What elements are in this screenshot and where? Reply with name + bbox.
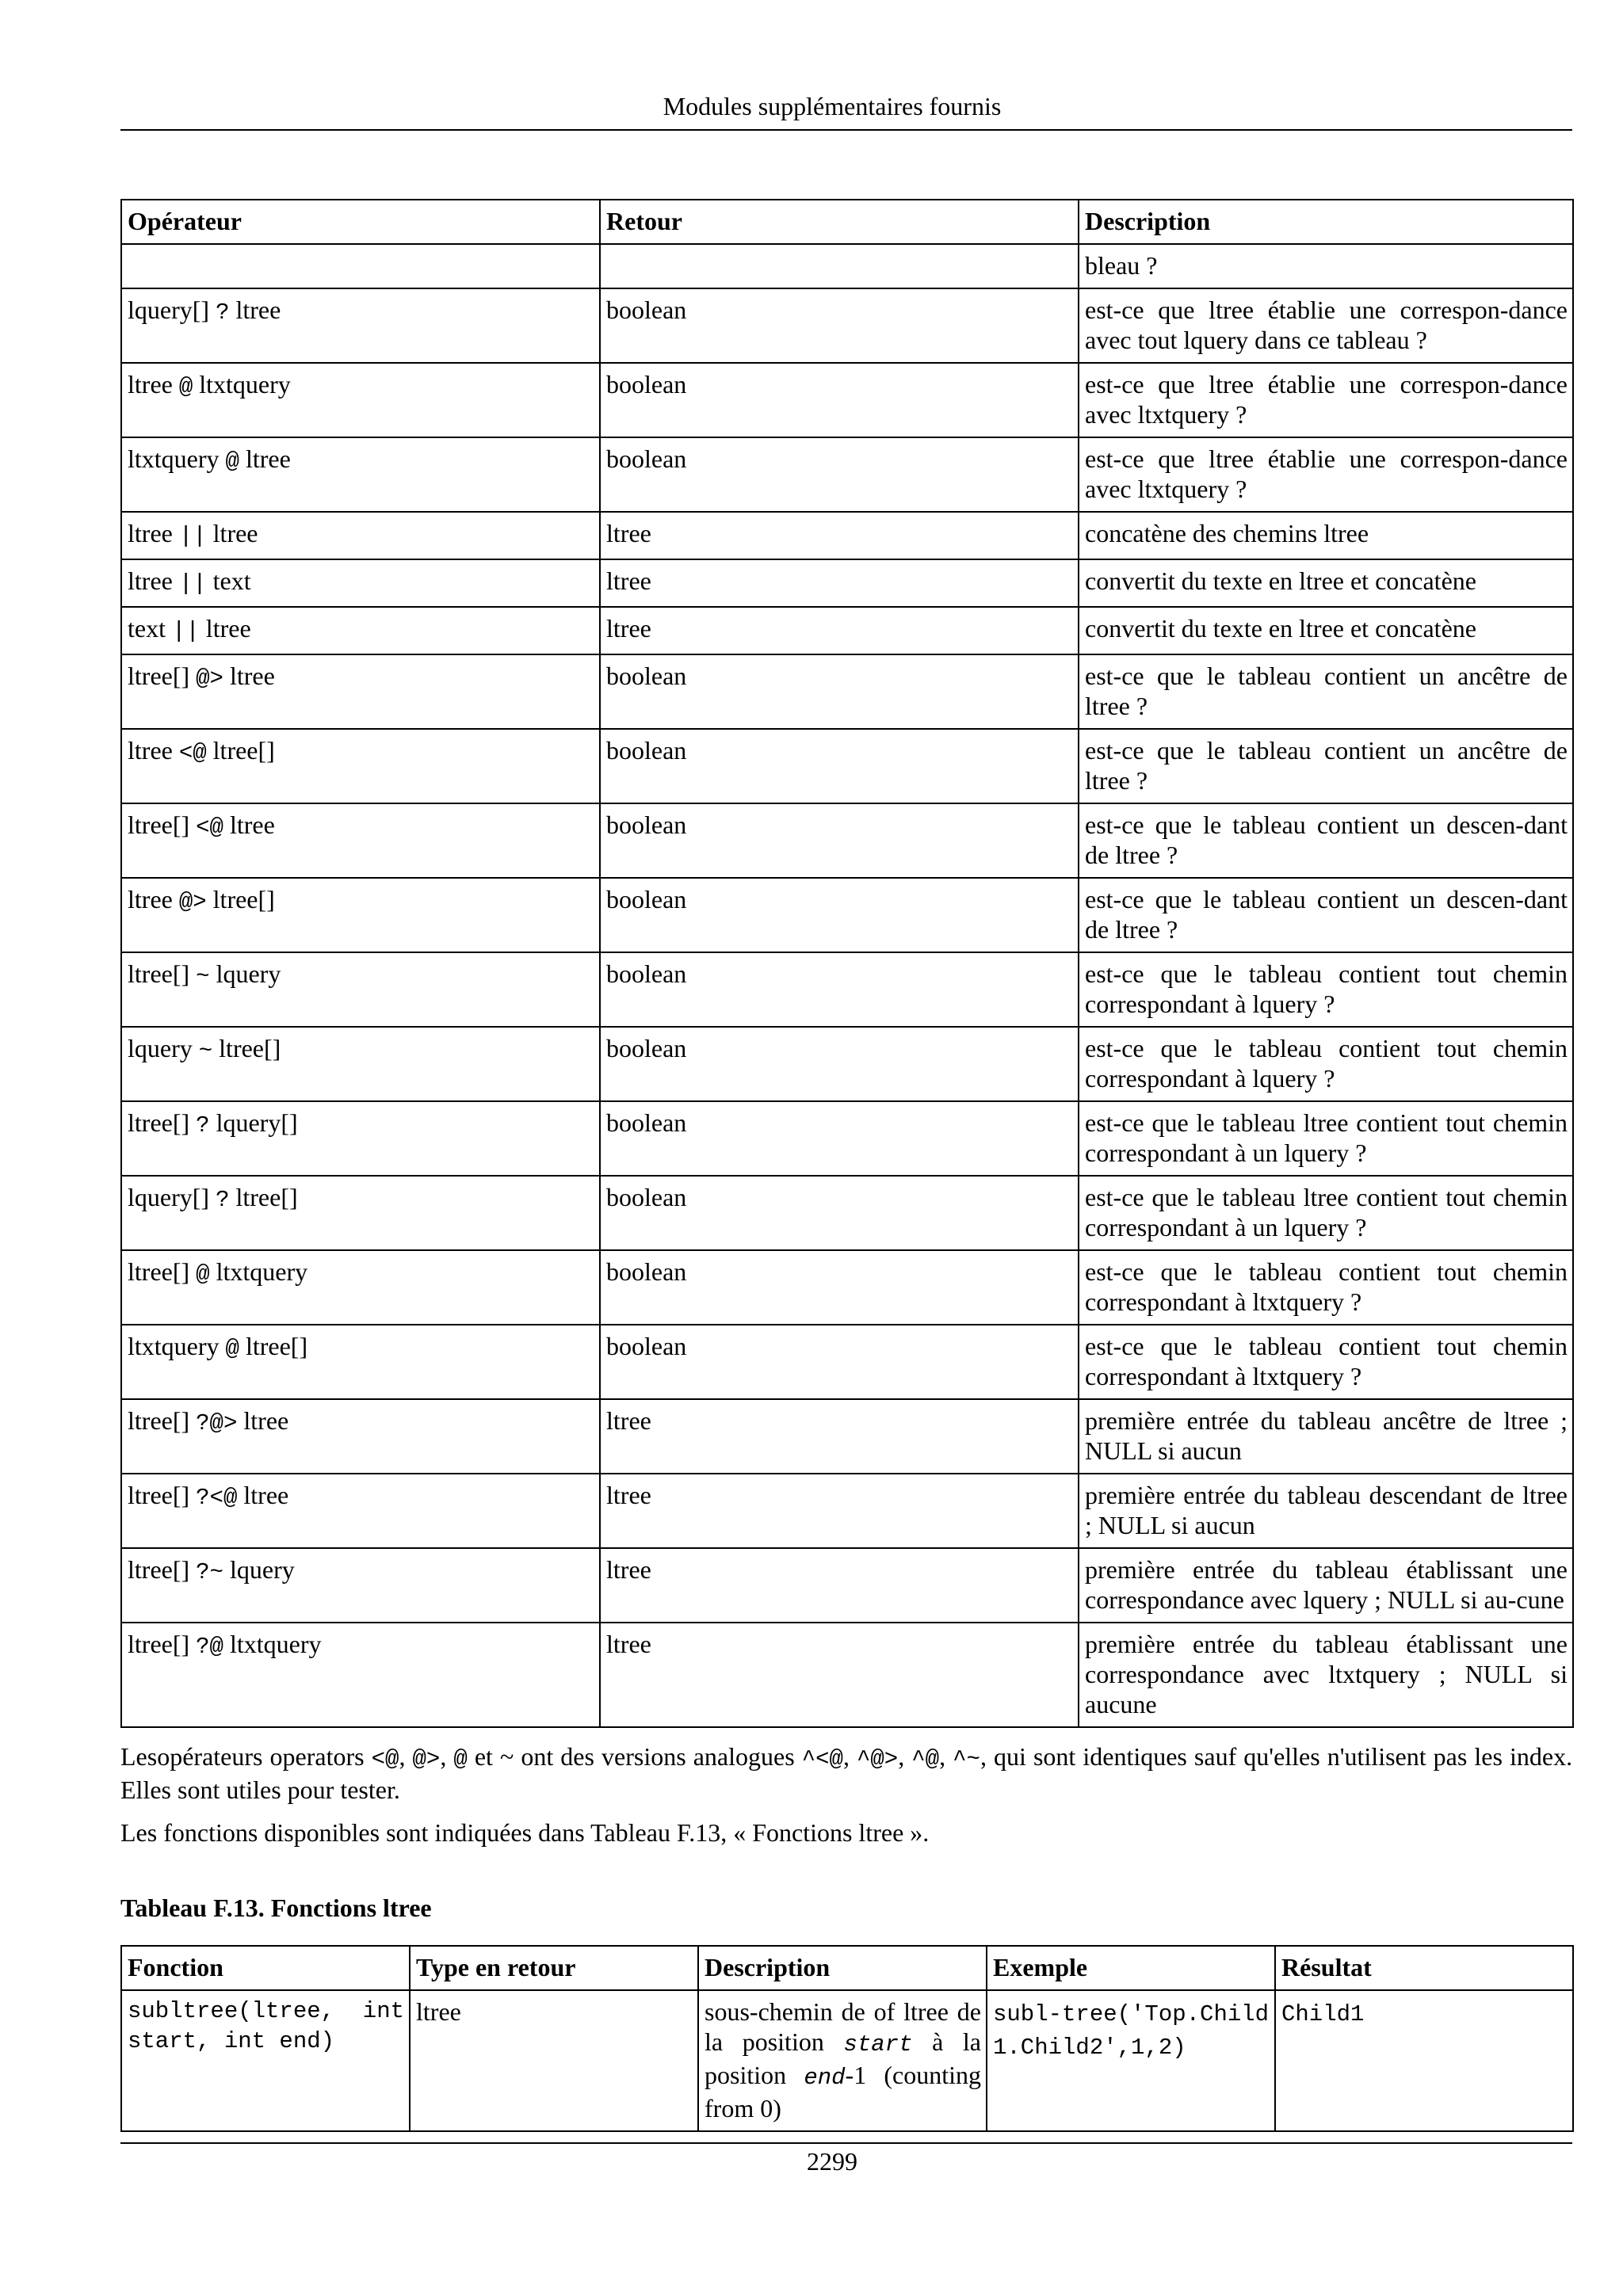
table-header-row: [121, 1946, 1573, 1990]
page-number: 2299: [807, 2147, 857, 2176]
return-type-cell: boolean: [600, 1250, 1079, 1325]
table-row: [121, 512, 1573, 559]
table-row: [121, 952, 1573, 1027]
description-cell: bleau ?: [1079, 244, 1573, 288]
description-cell: est-ce que le tableau contient un descen-dant de ltree ?: [1079, 803, 1573, 878]
operator-cell: text || ltree: [121, 607, 600, 654]
description-cell: première entrée du tableau descendant de ltree ; NULL si aucun: [1079, 1474, 1573, 1548]
description-cell: est-ce que le tableau contient tout chemin correspondant à ltxtquery ?: [1079, 1325, 1573, 1399]
operator-cell: ltree[] ?~ lquery: [121, 1548, 600, 1623]
column-header-type-en-retour: Type en retour: [410, 1946, 698, 1990]
functions-table-title: Tableau F.13. Fonctions ltree: [120, 1894, 432, 1922]
description-cell: est-ce que le tableau contient un descen-dant de ltree ?: [1079, 878, 1573, 952]
column-header-fonction: Fonction: [121, 1946, 410, 1990]
return-type-cell: boolean: [600, 1325, 1079, 1399]
table-row: [121, 654, 1573, 729]
description-cell: est-ce que le tableau ltree contient tout chemin correspondant à un lquery ?: [1079, 1176, 1573, 1250]
table-row: [121, 1325, 1573, 1399]
description-cell: est-ce que ltree établie une correspon-dance avec tout lquery dans ce tableau ?: [1079, 288, 1573, 363]
table-row: [121, 1101, 1573, 1176]
operator-cell: ltree || ltree: [121, 512, 600, 559]
operator-cell: ltree[] @ ltxtquery: [121, 1250, 600, 1325]
table-row: [121, 878, 1573, 952]
column-header-operateur: Opérateur: [121, 200, 600, 244]
operator-cell: lquery ~ ltree[]: [121, 1027, 600, 1101]
table-row: [121, 607, 1573, 654]
column-header-resultat: Résultat: [1275, 1946, 1573, 1990]
operator-cell: ltxtquery @ ltree[]: [121, 1325, 600, 1399]
table-row: [121, 288, 1573, 363]
return-type-cell: ltree: [600, 1474, 1079, 1548]
description-cell: est-ce que le tableau ltree contient tout chemin correspondant à un lquery ?: [1079, 1101, 1573, 1176]
return-type-cell: [600, 244, 1079, 288]
description-cell: concatène des chemins ltree: [1079, 512, 1573, 559]
operator-cell: [121, 244, 600, 288]
return-type-cell: ltree: [600, 1399, 1079, 1474]
return-type-cell: ltree: [600, 512, 1079, 559]
column-header-description: Description: [698, 1946, 987, 1990]
operator-cell: ltxtquery @ ltree: [121, 437, 600, 512]
description-cell: première entrée du tableau établissant une correspondance avec ltxtquery ; NULL si aucune: [1079, 1623, 1573, 1727]
operator-cell: ltree[] ?@ ltxtquery: [121, 1623, 600, 1727]
return-type-cell: boolean: [600, 363, 1079, 437]
functions-table: [120, 1945, 1574, 2132]
return-type-cell: boolean: [600, 288, 1079, 363]
return-type-cell: ltree: [600, 607, 1079, 654]
operator-cell: ltree @> ltree[]: [121, 878, 600, 952]
operator-cell: ltree <@ ltree[]: [121, 729, 600, 803]
return-type-cell: ltree: [410, 1990, 698, 2131]
table-row: [121, 437, 1573, 512]
operator-cell: ltree[] ~ lquery: [121, 952, 600, 1027]
operator-cell: lquery[] ? ltree[]: [121, 1176, 600, 1250]
table-row: [121, 1623, 1573, 1727]
description-cell: est-ce que le tableau contient un ancêtre de ltree ?: [1079, 729, 1573, 803]
return-type-cell: boolean: [600, 729, 1079, 803]
table-row: [121, 1548, 1573, 1623]
table-row: [121, 1176, 1573, 1250]
header-divider: [120, 129, 1572, 131]
operators-note-paragraph: Lesopérateurs operators <@, @>, @ et ~ ont des versions analogues ^<@, ^@>, ^@, ^~, qui sont identiques sauf qu'elles n'utilisent pas les index. Elles sont utiles pour tester.: [120, 1742, 1573, 1804]
table-row: [121, 1990, 1573, 2131]
table-row: [121, 1027, 1573, 1101]
description-cell: est-ce que ltree établie une correspon-dance avec ltxtquery ?: [1079, 437, 1573, 512]
return-type-cell: boolean: [600, 803, 1079, 878]
return-type-cell: boolean: [600, 1101, 1079, 1176]
description-cell: est-ce que le tableau contient tout chemin correspondant à lquery ?: [1079, 952, 1573, 1027]
return-type-cell: ltree: [600, 1623, 1079, 1727]
column-header-description: Description: [1079, 200, 1573, 244]
table-row: [121, 1399, 1573, 1474]
operator-cell: ltree @ ltxtquery: [121, 363, 600, 437]
description-cell: est-ce que le tableau contient tout chemin correspondant à lquery ?: [1079, 1027, 1573, 1101]
table-row: [121, 1250, 1573, 1325]
example-cell: subl-tree('Top.Child1.Child2',1,2): [987, 1990, 1275, 2131]
operator-cell: ltree[] ? lquery[]: [121, 1101, 600, 1176]
table-row: [121, 1474, 1573, 1548]
operator-cell: ltree[] <@ ltree: [121, 803, 600, 878]
operator-cell: ltree[] @> ltree: [121, 654, 600, 729]
result-cell: Child1: [1275, 1990, 1573, 2131]
functions-intro-paragraph: Les fonctions disponibles sont indiquées dans Tableau F.13, « Fonctions ltree ».: [120, 1818, 930, 1847]
operators-table: [120, 199, 1574, 1728]
return-type-cell: boolean: [600, 1176, 1079, 1250]
footer-divider: [120, 2142, 1572, 2144]
function-signature-cell: subltree(ltree, int start, int end): [121, 1990, 410, 2131]
operator-cell: ltree[] ?<@ ltree: [121, 1474, 600, 1548]
description-cell: est-ce que le tableau contient tout chemin correspondant à ltxtquery ?: [1079, 1250, 1573, 1325]
return-type-cell: ltree: [600, 1548, 1079, 1623]
return-type-cell: ltree: [600, 559, 1079, 607]
description-cell: première entrée du tableau établissant une correspondance avec lquery ; NULL si au-cune: [1079, 1548, 1573, 1623]
return-type-cell: boolean: [600, 437, 1079, 512]
description-cell: convertit du texte en ltree et concatène: [1079, 607, 1573, 654]
operator-cell: ltree[] ?@> ltree: [121, 1399, 600, 1474]
table-row: [121, 559, 1573, 607]
description-cell: convertit du texte en ltree et concatène: [1079, 559, 1573, 607]
column-header-exemple: Exemple: [987, 1946, 1275, 1990]
description-cell: est-ce que le tableau contient un ancêtre de ltree ?: [1079, 654, 1573, 729]
description-cell: sous-chemin de of ltree de la position start à la position end-1 (counting from 0): [698, 1990, 987, 2131]
table-row: [121, 244, 1573, 288]
return-type-cell: boolean: [600, 878, 1079, 952]
return-type-cell: boolean: [600, 1027, 1079, 1101]
table-row: [121, 803, 1573, 878]
table-row: [121, 729, 1573, 803]
description-cell: première entrée du tableau ancêtre de ltree ; NULL si aucun: [1079, 1399, 1573, 1474]
operator-cell: ltree || text: [121, 559, 600, 607]
table-row: [121, 363, 1573, 437]
return-type-cell: boolean: [600, 952, 1079, 1027]
description-cell: est-ce que ltree établie une correspon-dance avec ltxtquery ?: [1079, 363, 1573, 437]
table-header-row: [121, 200, 1573, 244]
return-type-cell: boolean: [600, 654, 1079, 729]
page-header-title: Modules supplémentaires fournis: [663, 92, 1002, 120]
column-header-retour: Retour: [600, 200, 1079, 244]
operator-cell: lquery[] ? ltree: [121, 288, 600, 363]
